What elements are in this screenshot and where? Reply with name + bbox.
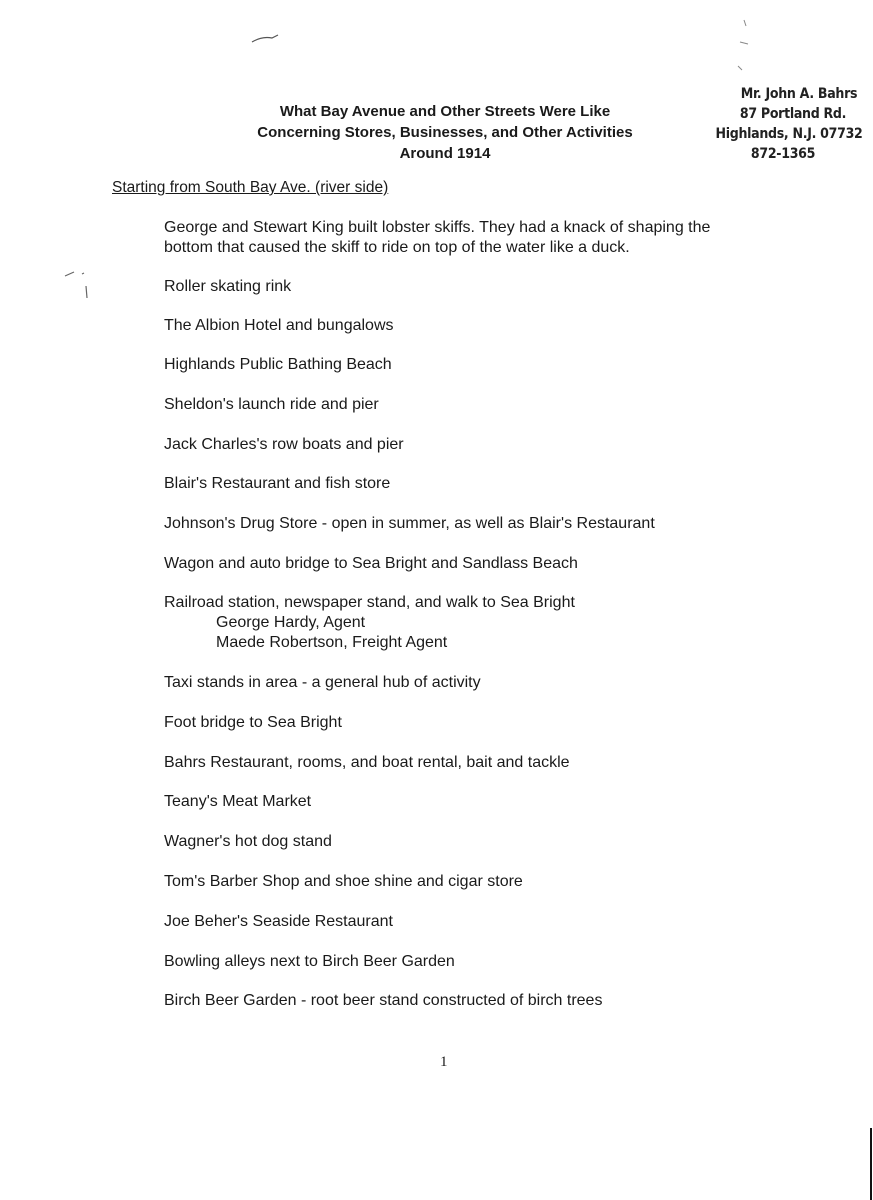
list-item-line: Jack Charles's row boats and pier <box>164 436 404 453</box>
list-item <box>164 832 332 852</box>
list-item-line: Bahrs Restaurant, rooms, and boat rental, bait and tackle <box>164 754 570 771</box>
list-item-line: Taxi stands in area - a general hub of activity <box>164 674 481 691</box>
list-item-subline: Maede Robertson, Freight Agent <box>216 634 448 651</box>
list-item <box>164 474 390 494</box>
list-item-line: Railroad station, newspaper stand, and walk to Sea Bright <box>164 594 575 611</box>
stamp-phone: 872-1365 <box>750 146 816 162</box>
list-item-subline: George Hardy, Agent <box>216 614 366 631</box>
list-item <box>164 395 379 415</box>
list-item-line: Roller skating rink <box>164 278 292 295</box>
list-item-line: Birch Beer Garden - root beer stand constructed of birch trees <box>164 992 603 1009</box>
list-item <box>164 872 523 892</box>
list-item-line: Johnson's Drug Store - open in summer, as well as Blair's Restaurant <box>164 515 655 532</box>
list-item-line: Bowling alleys next to Birch Beer Garden <box>164 953 455 970</box>
list-item-line: Wagon and auto bridge to Sea Bright and Sandlass Beach <box>164 555 578 572</box>
list-item-line: George and Stewart King built lobster skiffs. They had a knack of shaping the <box>164 219 711 236</box>
list-item <box>164 514 655 534</box>
page-number: 1 <box>440 1054 448 1070</box>
list-item <box>164 435 404 455</box>
list-item-line: Tom's Barber Shop and shoe shine and cigar store <box>164 873 523 890</box>
list-item <box>164 753 570 773</box>
title-line-3: Around 1914 <box>399 145 491 162</box>
title-line-2: Concerning Stores, Businesses, and Other Activities <box>257 124 633 141</box>
stamp-name: Mr. John A. Bahrs <box>740 86 858 102</box>
list-item <box>164 277 291 297</box>
list-item-line: Teany's Meat Market <box>164 793 312 810</box>
stamp-street: 87 Portland Rd. <box>739 106 847 122</box>
list-item <box>164 713 342 733</box>
list-item-line: The Albion Hotel and bungalows <box>164 317 394 334</box>
list-item <box>164 952 455 972</box>
list-item <box>164 355 392 375</box>
list-item <box>164 593 575 653</box>
list-item-line: Wagner's hot dog stand <box>164 833 332 850</box>
stamp-city: Highlands, N.J. 07732 <box>715 126 863 142</box>
list-item-line: Sheldon's launch ride and pier <box>164 396 379 413</box>
title-line-1: What Bay Avenue and Other Streets Were Like <box>279 103 611 120</box>
section-heading: Starting from South Bay Ave. (river side) <box>112 179 389 196</box>
list-item-line: Blair's Restaurant and fish store <box>164 475 391 492</box>
list-item <box>164 316 394 336</box>
list-item <box>164 673 481 693</box>
list-item <box>164 912 393 932</box>
list-item <box>164 218 710 258</box>
list-item-line: Highlands Public Bathing Beach <box>164 356 392 373</box>
list-item <box>164 792 311 812</box>
list-item-line: bottom that caused the skiff to ride on top of the water like a duck. <box>164 239 630 256</box>
list-item <box>164 554 578 574</box>
list-item-line: Foot bridge to Sea Bright <box>164 714 342 731</box>
list-item <box>164 991 602 1011</box>
list-item-line: Joe Beher's Seaside Restaurant <box>164 913 393 930</box>
